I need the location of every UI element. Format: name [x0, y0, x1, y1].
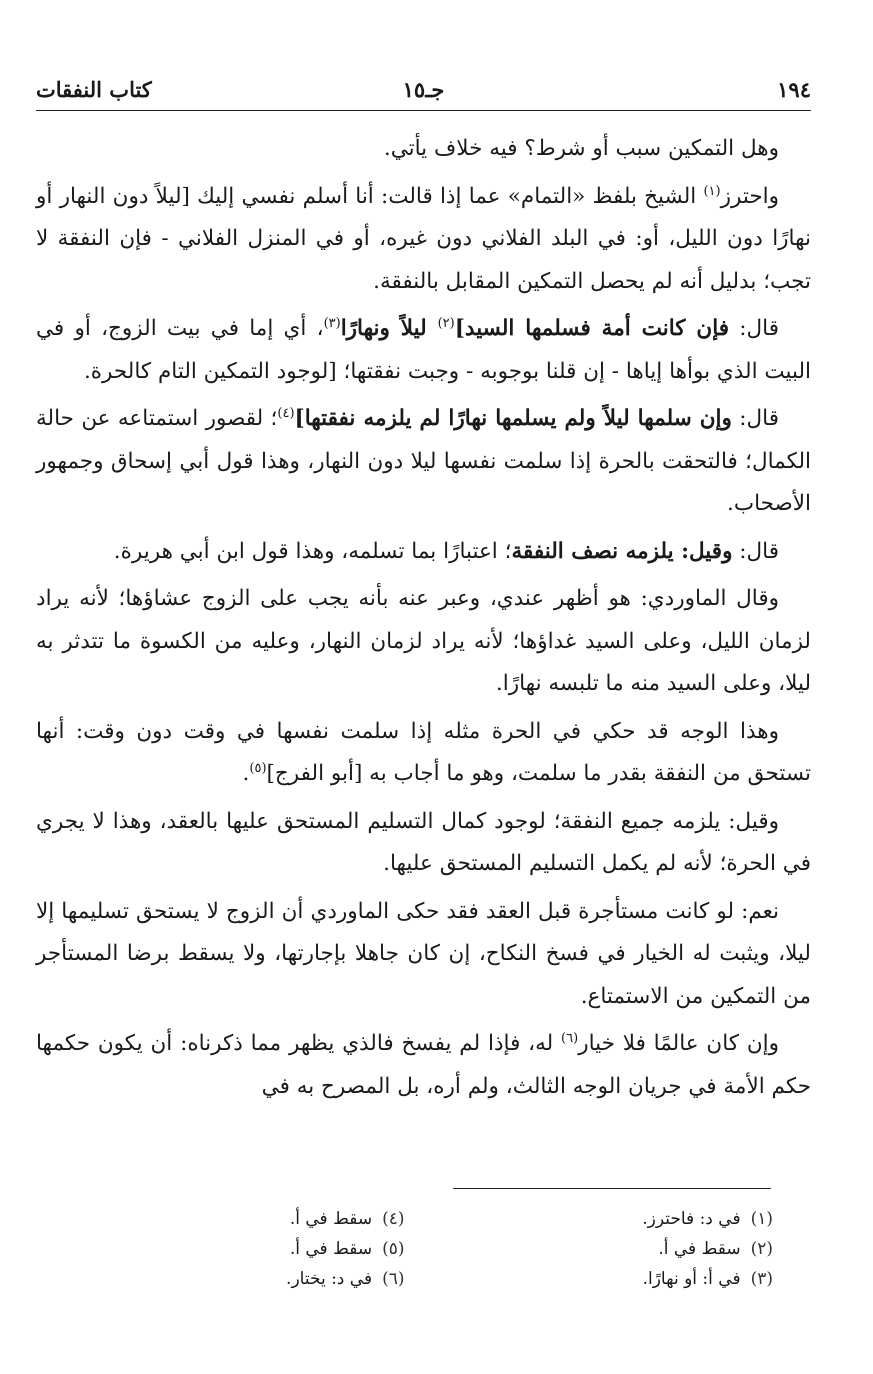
volume-label: جـ١٥: [402, 77, 445, 102]
page-body: [36, 128, 811, 1113]
page-number: ١٩٤: [777, 77, 811, 102]
footnote-ref-4: (٤): [277, 405, 295, 421]
paragraph-7: وهذا الوجه قد حكي في الحرة مثله إذا سلمت نفسها في وقت دون وقت: أنها تستحق من النفقة بقدر ما سلمت، وهو ما أجاب به [أبو الفرج]$^{(٥)}$.: [36, 718, 811, 786]
footnote: (١) في د: فاحترز.: [642, 1209, 773, 1229]
paragraph-5: قال: وقيل: يلزمه نصف النفقة؛ اعتبارًا بما تسلمه، وهذا قول ابن أبي هريرة.: [113, 538, 779, 564]
footnote: (٣) في أ: أو نهارًا.: [642, 1269, 773, 1289]
footnote-ref-3: (٣): [323, 315, 341, 331]
paragraph-10: وإن كان عالمًا فلا خيار$^{(٦)}$ له، فإذا لم يفسخ فالذي يظهر مما ذكرناه: أن يكون حكمها حكم الأمة في جريان الوجه الثالث، ولم أره، بل المصرح به في: [36, 1030, 811, 1099]
footnote-divider: [453, 1188, 771, 1189]
footnote: (٥) سقط في أ.: [289, 1239, 405, 1259]
paragraph-3: قال: فإن كانت أمة فسلمها السيد]$^{(٢)}$ ليلاً ونهارًا$^{(٣)}$، أي إما في بيت الزوج، أو في البيت الذي بوأها إياها - إن قلنا بوجوبه - وجبت نفقتها؛ [لوجود التمكين التام كالحرة.: [36, 315, 811, 384]
matn-text: ليلاً ونهارًا: [340, 316, 438, 341]
matn-text: وقيل: يلزمه نصف النفقة: [511, 538, 733, 564]
footnote: (٦) في د: يختار.: [286, 1269, 405, 1289]
matn-text: فإن كانت أمة فسلمها السيد]: [454, 316, 730, 341]
matn-text: وإن سلمها ليلاً ولم يسلمها نهارًا لم يلزمه نفقتها]: [294, 406, 732, 431]
paragraph-1: وهل التمكين سبب أو شرط؟ فيه خلاف يأتي.: [383, 136, 779, 161]
paragraph-6: وقال الماوردي: هو أظهر عندي، وعبر عنه بأنه يجب على الزوج عشاؤها؛ لأنه يراد لزمان الليل، وعلى السيد غداؤها؛ لأنه يراد لزمان النهار، وعليه من الكسوة ما تتدثر به ليلا، وعلى السيد منه ما تلبسه نهارًا.: [36, 586, 811, 696]
footnotes: [36, 1204, 773, 1294]
page-header: [36, 62, 811, 102]
footnote: (٤) سقط في أ.: [289, 1209, 405, 1229]
footnote: (٢) سقط في أ.: [658, 1239, 773, 1259]
footnote-ref-5: (٥): [249, 760, 267, 776]
paragraph-2: واحترز$^{(١)}$ الشيخ بلفظ «التمام» عما إذا قالت: أنا أسلم نفسي إليك [ليلاً دون النهار أو نهارًا دون الليل، أو: في البلد الفلاني دون غيره، أو في المنزل الفلاني - فإن النفقة لا تجب؛ بدليل أنه لم يحصل التمكين المقابل بالنفقة.: [36, 183, 811, 294]
footnote-ref-2: (٢): [437, 315, 455, 331]
footnote-ref-1: (١): [703, 183, 721, 199]
footnotes-column-right: [405, 1204, 774, 1294]
footnote-ref-6: (٦): [561, 1030, 579, 1046]
paragraph-8: وقيل: يلزمه جميع النفقة؛ لوجود كمال التسليم المستحق عليها بالعقد، وهذا لا يجري في الحرة؛ لأنه لم يكمل التسليم المستحق عليها.: [36, 808, 811, 876]
book-title: كتاب النفقات: [36, 77, 152, 102]
paragraph-4: قال: وإن سلمها ليلاً ولم يسلمها نهارًا لم يلزمه نفقتها]$^{(٤)}$؛ لقصور استمتاعه عن حالة الكمال؛ فالتحقت بالحرة إذا سلمت نفسها ليلا دون النهار، وهذا قول أبي إسحاق وجمهور الأصحاب.: [36, 405, 811, 516]
footnotes-column-left: [36, 1204, 405, 1294]
paragraph-9: نعم: لو كانت مستأجرة قبل العقد فقد حكى الماوردي أن الزوج لا يستحق تسليمها إلا ليلا، ويثبت له الخيار في فسخ النكاح، إن كان جاهلا بإجارتها، ولا يسقط برضا المستأجر من التمكين من الاستمتاع.: [36, 898, 811, 1009]
header-divider: [36, 110, 811, 111]
